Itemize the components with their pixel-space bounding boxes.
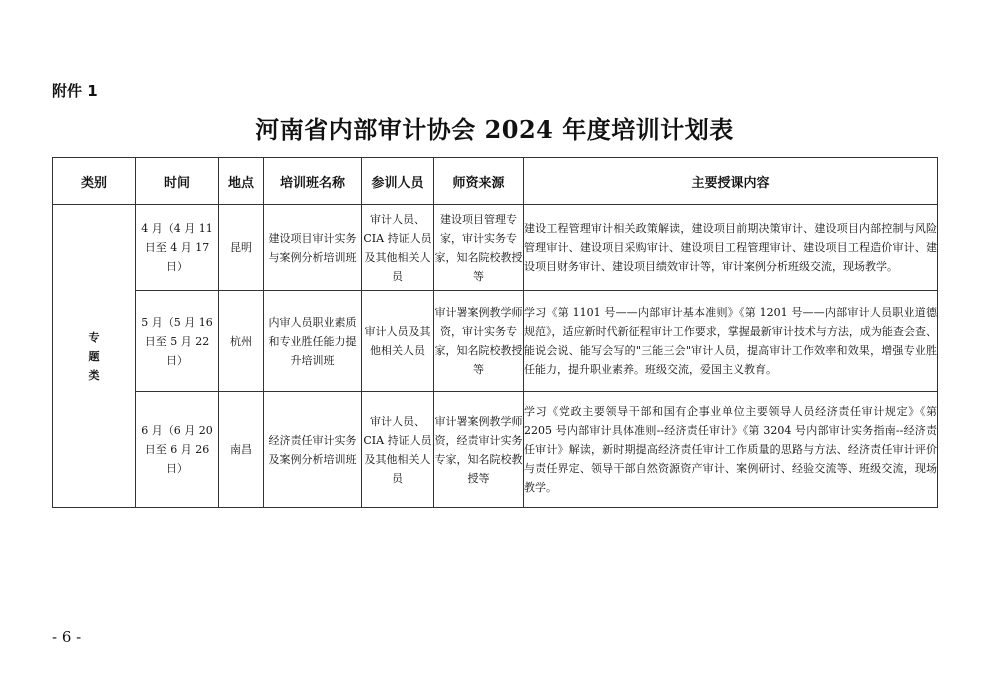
time-cell: 5 月（5 月 16 日至 5 月 22 日） [136, 291, 219, 392]
trainees-cell: 审计人员及其他相关人员 [362, 291, 434, 392]
faculty-cell: 建设项目管理专家，审计实务专家，知名院校教授等 [434, 205, 524, 291]
content-cell: 学习《第 1101 号——内部审计基本准则》《第 1201 号——内部审计人员职业道德规范》，适应新时代新征程审计工作要求，掌握最新审计技术与方法，成为能查会查、能说会说、能写会写的"三能三会"审计人员，提高审计工作效率和效果，增强专业胜任能力，提升职业素养。班级交流，爱国主义教育。 [524, 291, 938, 392]
course-name-cell: 内审人员职业素质和专业胜任能力提升培训班 [264, 291, 362, 392]
trainees-cell: 审计人员、CIA 持证人员及其他相关人员 [362, 205, 434, 291]
time-cell: 6 月（6 月 20 日至 6 月 26 日） [136, 392, 219, 508]
content-cell: 学习《党政主要领导干部和国有企事业单位主要领导人员经济责任审计规定》《第 2205 号内部审计具体准则--经济责任审计》《第 3204 号内部审计实务指南--经济责任审计》解读，新时期提高经济责任审计工作质量的思路与方法、经济责任审计评价与责任界定、领导干部自然资源资产审计、案例研讨、经验交流等、班级交流，现场教学。 [524, 392, 938, 508]
location-cell: 昆明 [219, 205, 264, 291]
category-cell [53, 205, 136, 508]
course-name-cell: 建设项目审计实务与案例分析培训班 [264, 205, 362, 291]
table-header-row [53, 158, 938, 205]
header-course-name: 培训班名称 [264, 158, 362, 205]
course-name-cell: 经济责任审计实务及案例分析培训班 [264, 392, 362, 508]
header-location: 地点 [219, 158, 264, 205]
training-plan-table [52, 157, 938, 508]
header-faculty: 师资来源 [434, 158, 524, 205]
location-cell: 南昌 [219, 392, 264, 508]
faculty-cell: 审计署案例教学师资，审计实务专家，知名院校教授等 [434, 291, 524, 392]
table-row [53, 291, 938, 392]
header-content: 主要授课内容 [524, 158, 938, 205]
location-cell: 杭州 [219, 291, 264, 392]
attachment-label: 附件 1 [52, 82, 98, 100]
header-time: 时间 [136, 158, 219, 205]
table-row [53, 205, 938, 291]
faculty-cell: 审计署案例教学师资，经责审计实务专家，知名院校教授等 [434, 392, 524, 508]
category-char: 专 [88, 330, 100, 344]
category-char: 题 [88, 349, 100, 363]
document-title: 河南省内部审计协会 2024 年度培训计划表 [255, 115, 734, 144]
header-category: 类别 [53, 158, 136, 205]
page-number: - 6 - [52, 628, 82, 646]
header-trainees: 参训人员 [362, 158, 434, 205]
table-row [53, 392, 938, 508]
time-cell: 4 月（4 月 11 日至 4 月 17 日） [136, 205, 219, 291]
content-cell: 建设工程管理审计相关政策解读，建设项目前期决策审计、建设项目内部控制与风险管理审计、建设项目采购审计、建设项目工程管理审计、建设项目工程造价审计、建设项目财务审计、建设项目绩效审计等，审计案例分析班级交流，现场教学。 [524, 205, 938, 291]
category-char: 类 [88, 368, 100, 382]
trainees-cell: 审计人员、CIA 持证人员及其他相关人员 [362, 392, 434, 508]
